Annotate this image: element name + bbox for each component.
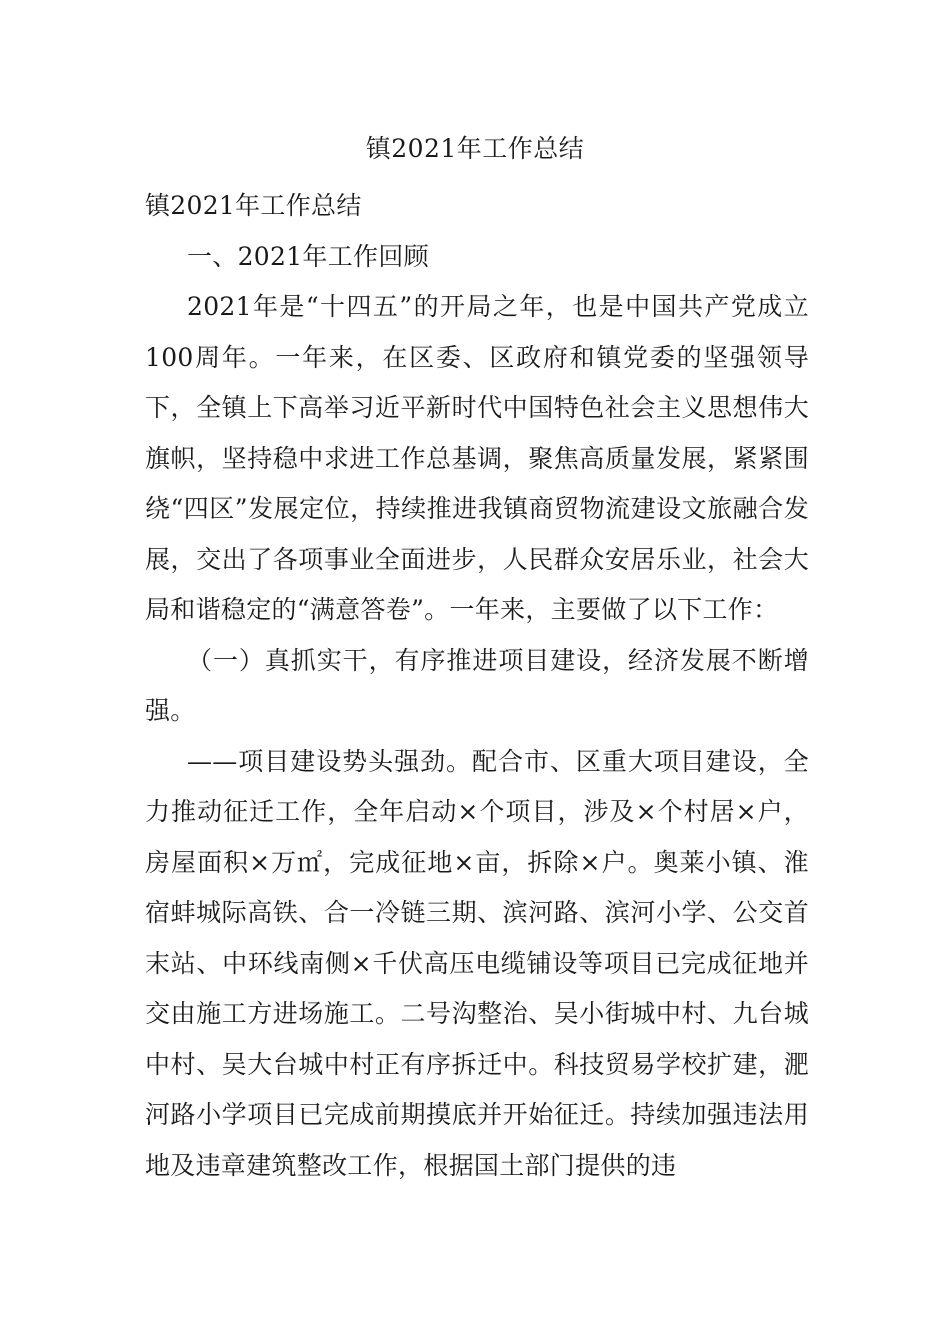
document-title: 镇2021年工作总结 [365, 134, 585, 163]
subtitle-paragraph: 镇2021年工作总结 [145, 191, 362, 220]
body-paragraph: 2021年是“十四五”的开局之年，也是中国共产党成立100周年。一年来，在区委、区政府和镇党委的坚强领导下，全镇上下高举习近平新时代中国特色社会主义思想伟大旗帜，坚持稳中求进工作总基调，聚焦高质量发展，紧紧围绕“四区”发展定位，持续推进我镇商贸物流建设文旅融合发展，交出了各项事业全面进步，人民群众安居乐业，社会大局和谐稳定的“满意答卷”。一年来，主要做了以下工作： [145, 292, 809, 624]
subsection-heading: （一）真抓实干，有序推进项目建设，经济发展不断增强。 [145, 645, 809, 725]
section-heading: 一、2021年工作回顾 [187, 241, 429, 271]
body-paragraph: ——项目建设势头强劲。配合市、区重大项目建设，全力推动征迁工作，全年启动×个项目，涉及×个村居×户，房屋面积×万㎡，完成征地×亩，拆除×户。奥莱小镇、淮宿蚌城际高铁、合一冷链三期、滨河路、滨河小学、公交首末站、中环线南侧×千伏高压电缆铺设等项目已完成征地并交由施工方进场施工。二号沟整治、吴小街城中村、九台城中村、吴大台城中村正有序拆迁中。科技贸易学校扩建，淝河路小学项目已完成前期摸底并开始征迁。持续加强违法用地及违章建筑整改工作，根据国土部门提供的违 [145, 746, 809, 1180]
document-body [145, 181, 809, 1191]
